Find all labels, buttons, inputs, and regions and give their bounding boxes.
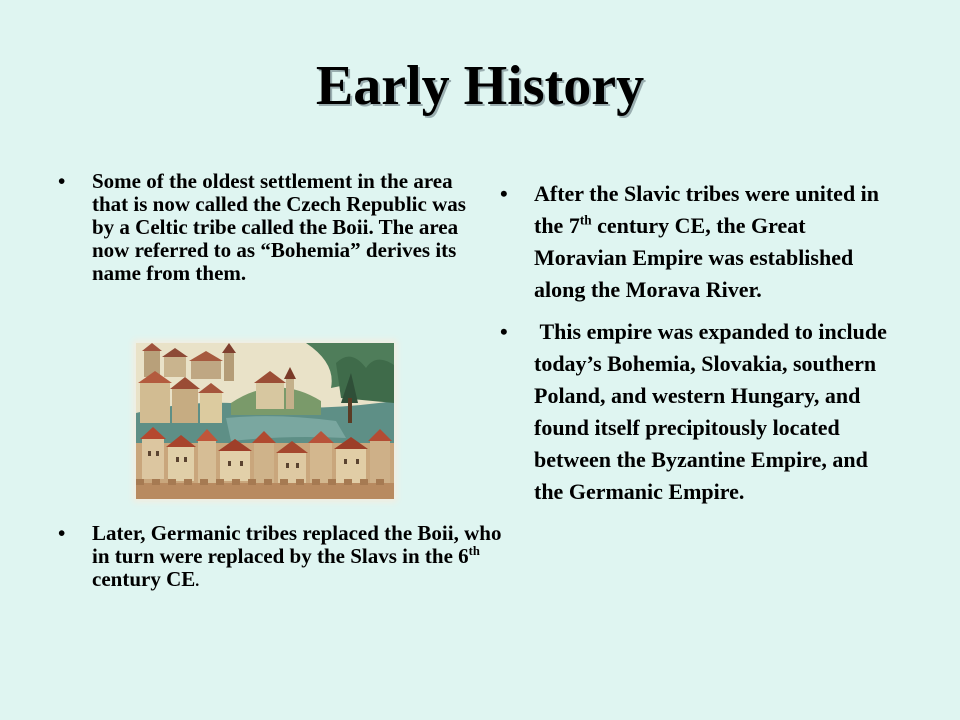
left-bullet-2-period: . bbox=[195, 573, 200, 590]
right-column bbox=[500, 178, 895, 508]
left-bullet-2 bbox=[58, 522, 502, 593]
left-bullet-2-text-before: Later, Germanic tribes replaced the Boii, who in turn were replaced by the Slavs in the 6 bbox=[92, 521, 502, 568]
left-bullet-1 bbox=[58, 170, 468, 285]
bullet-marker: • bbox=[500, 181, 508, 206]
left-column bbox=[58, 169, 502, 591]
bullet-marker: • bbox=[58, 521, 66, 545]
medieval-city-illustration bbox=[136, 343, 394, 499]
right-bullet-1-text-before: After the Slavic tribes were united in the 7 bbox=[534, 181, 880, 238]
right-bullet-2 bbox=[500, 316, 895, 508]
bullet-marker: • bbox=[500, 319, 508, 344]
left-bullet-1-text: Some of the oldest settlement in the area that is now called the Czech Republic was by a Celtic tribe called the Boii. The area now referred to as “Bohemia” derives its name from them. bbox=[92, 169, 466, 285]
slide-title: Early History bbox=[315, 55, 645, 117]
right-bullet-1-superscript: th bbox=[579, 212, 592, 228]
left-bullet-2-superscript: th bbox=[468, 544, 480, 558]
bullet-marker: • bbox=[58, 169, 66, 193]
medieval-city-woodcut-icon bbox=[136, 343, 394, 499]
right-bullet-2-text: This empire was expanded to include today’s Bohemia, Slovakia, southern Poland, and western Hungary, and found itself precipitously located between the Byzantine Empire, and the Germanic Empire. bbox=[534, 319, 893, 504]
right-bullet-1-text-after: century CE, the Great Moravian Empire was established along the Morava River. bbox=[534, 213, 854, 302]
left-bullet-2-text-after: century CE bbox=[92, 567, 196, 591]
right-bullet-1 bbox=[500, 178, 895, 306]
